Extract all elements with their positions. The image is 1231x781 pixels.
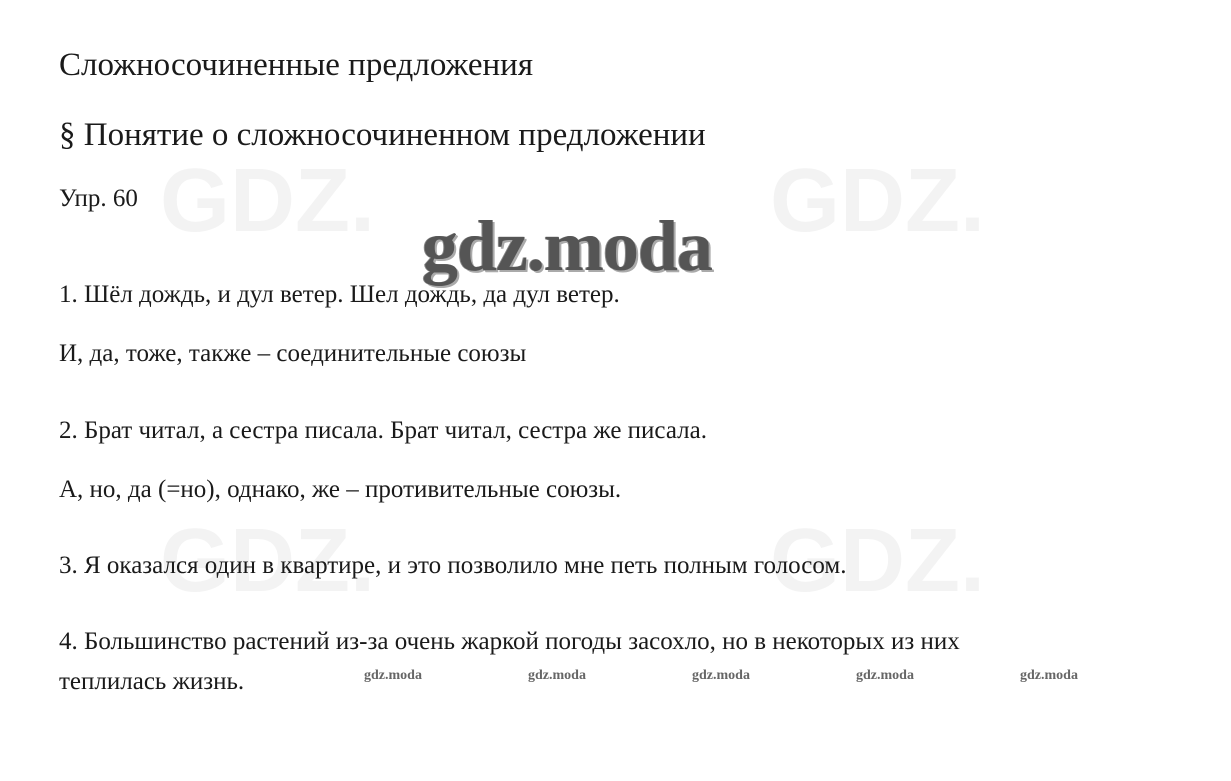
background-watermark: GDZ. [770, 151, 985, 251]
background-watermark: GDZ. [770, 511, 985, 611]
small-watermark: gdz.moda [528, 668, 586, 683]
background-watermark: GDZ. [160, 151, 375, 251]
answer-line-7: теплилась жизнь. [59, 668, 245, 695]
answer-line-1: 1. Шёл дождь, и дул ветер. Шел дождь, да дул ветер. [59, 281, 620, 308]
background-watermark: GDZ. [160, 511, 375, 611]
small-watermark: gdz.moda [692, 668, 750, 683]
answer-line-4: А, но, да (=но), однако, же – противительные союзы. [59, 476, 622, 503]
small-watermark: gdz.moda [856, 668, 914, 683]
page-title: Сложносочиненные предложения [59, 47, 534, 83]
answer-line-3: 2. Брат читал, а сестра писала. Брат читал, сестра же писала. [59, 417, 707, 444]
section-heading: § Понятие о сложносочиненном предложении [59, 117, 706, 153]
answer-line-6: 4. Большинство растений из-за очень жаркой погоды засохло, но в некоторых из них [59, 628, 960, 655]
answer-line-2: И, да, тоже, также – соединительные союзы [59, 340, 527, 367]
exercise-number: Упр. 60 [59, 185, 138, 212]
site-logo-watermark: gdz.moda [422, 206, 713, 286]
small-watermark: gdz.moda [364, 668, 422, 683]
small-watermark: gdz.moda [1020, 668, 1078, 683]
answer-line-5: 3. Я оказался один в квартире, и это позволило мне петь полным голосом. [59, 552, 847, 579]
